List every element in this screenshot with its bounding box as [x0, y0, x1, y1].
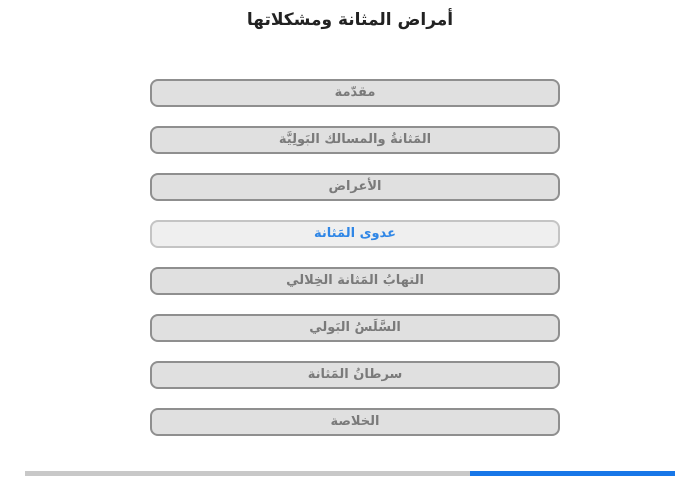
menu-item-symptoms[interactable]: الأعراض [150, 173, 560, 201]
progress-bar [25, 471, 675, 476]
menu-item-introduction[interactable]: مقدّمة [150, 79, 560, 107]
menu-item-bladder-cancer[interactable]: سرطانُ المَثانة [150, 361, 560, 389]
menu-item-urinary-incontinence[interactable]: السَّلَسُ البَولي [150, 314, 560, 342]
menu-item-bladder-infection[interactable]: عدوى المَثانة [150, 220, 560, 248]
page-title: أمراض المثانة ومشكلاتها [246, 10, 454, 30]
menu-item-bladder-urinary-tract[interactable]: المَثانةُ والمسالك البَولِيَّة [150, 126, 560, 154]
chapter-menu [150, 79, 560, 455]
progress-bar-fill [470, 471, 675, 476]
menu-item-summary[interactable]: الخلاصة [150, 408, 560, 436]
menu-item-interstitial-cystitis[interactable]: التهابُ المَثانة الخِلالي [150, 267, 560, 295]
